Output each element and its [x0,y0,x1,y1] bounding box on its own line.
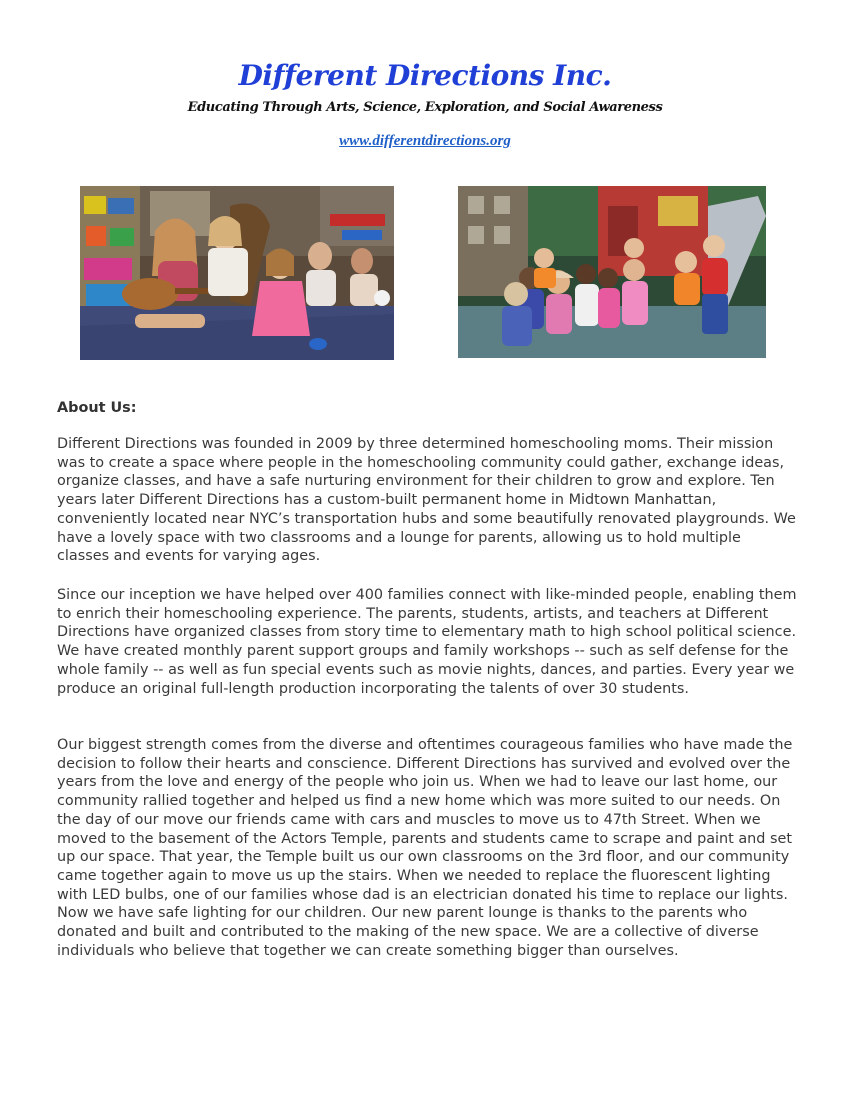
website-link[interactable]: www.differentdirections.org [339,133,511,149]
playground-group-illustration [458,186,766,358]
about-paragraph-community: Since our inception we have helped over 400 families connect with like-minded people, enabling them to enrich their homeschooling experience. The parents, students, artists, and teachers at Different Directions have organized classes from story time to elementary math to high school political science. We have created monthly parent support groups and family workshops -- such as self defense for the whole family -- as well as fun special events such as movie nights, dances, and parties. Every year we produce an original full-length production incorporating the talents of over 30 students. [57,587,797,697]
organization-tagline: Educating Through Arts, Science, Exploration, and Social Awareness [187,100,663,115]
about-paragraph-strength: Our biggest strength comes from the diverse and oftentimes courageous families who have made the decision to follow their hearts and conscience. Different Directions has survived and evolved over the years from the love and energy of the people who join us. When we had to leave our last home, our community rallied together and helped us find a new home which was more suited to our needs. On the day of our move our friends came with cars and muscles to move us to 47th Street. When we moved to the basement of the Actors Temple, parents and students came to scrape and paint and set up our space. That year, the Temple built us our own classrooms on the 3rd floor, and our community came together again to move us up the stairs. When we needed to replace the fluorescent lighting with LED bulbs, one of our families whose dad is an electrician donated his time to replace our lights. Now we have safe lighting for our children. Our new parent lounge is thanks to the parents who donated and built and contributed to the making of the new space. We are a collective of diverse individuals who believe that together we can create something bigger than ourselves. [57,737,793,959]
classroom-music-illustration [80,186,394,360]
playground-group-photo [458,186,766,358]
classroom-music-photo [80,186,394,360]
organization-title: Different Directions Inc. [238,59,612,92]
about-paragraph-founding: Different Directions was founded in 2009 by three determined homeschooling moms. Their mission was to create a space where people in the homeschooling community could gather, exchange ideas, organize classes, and have a safe nurturing environment for their children to grow and explore. Ten years later Different Directions has a custom-built permanent home in Midtown Manhattan, conveniently located near NYC’s transportation hubs and some beautifully renovated playgrounds. We have a lovely space with two classrooms and a lounge for parents, allowing us to hold multiple classes and events for varying ages. [57,436,796,565]
about-us-heading: About Us: [57,400,137,416]
